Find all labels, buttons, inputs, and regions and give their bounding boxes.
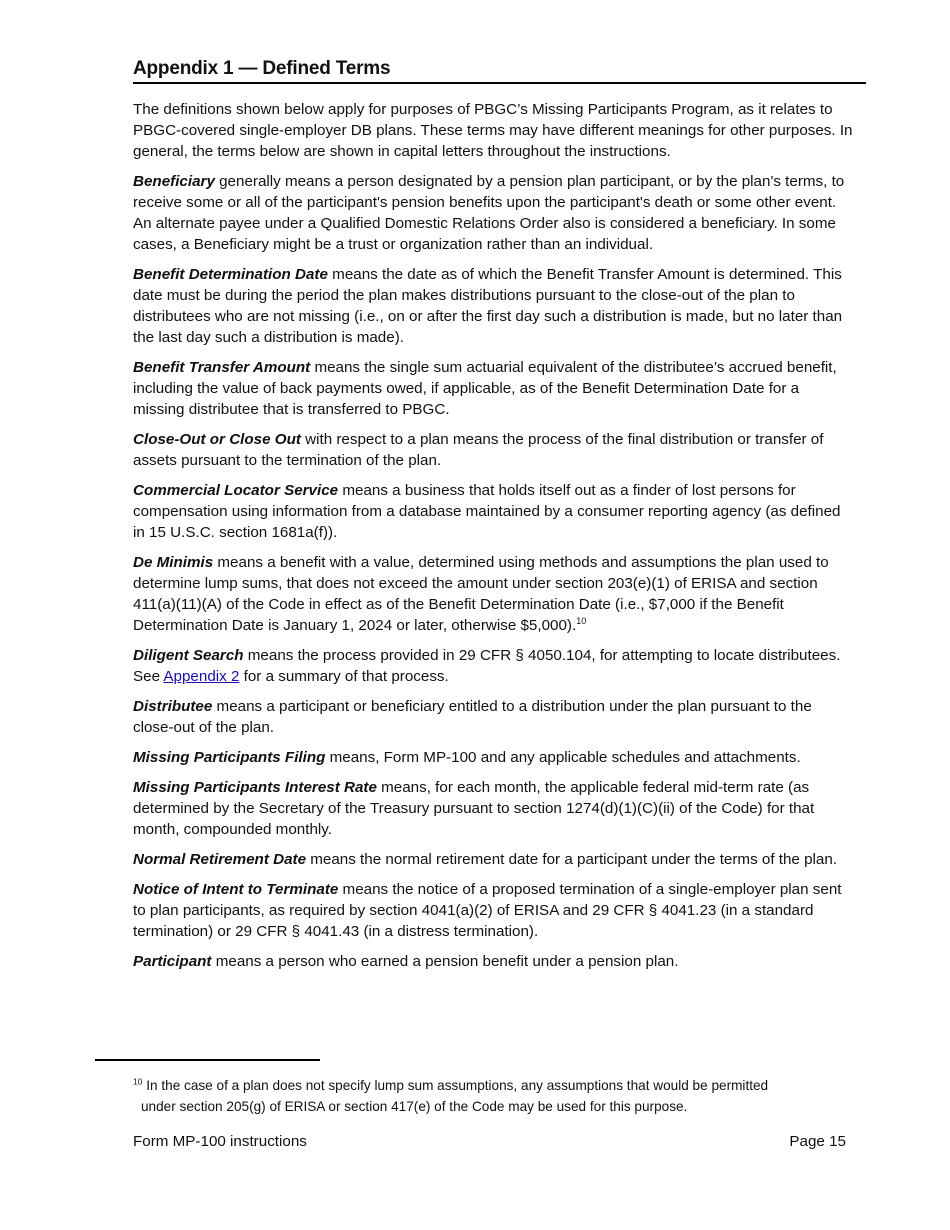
definition-normal-retirement-date <box>133 849 853 870</box>
footnote-text: In the case of a plan does not specify lump sum assumptions, any assumptions that would be permitted <box>142 1078 769 1093</box>
term-text: means the process provided in 29 CFR § 4050.104, for attempting to locate distributees. See <box>133 647 841 685</box>
term-label: Participant <box>133 953 212 970</box>
definition-participant <box>133 951 853 972</box>
definition-beneficiary <box>133 171 853 255</box>
term-label: Commercial Locator Service <box>133 482 339 499</box>
page-title: Appendix 1 — Defined Terms <box>133 58 866 84</box>
definitions-body <box>133 99 853 981</box>
term-text: means the notice of a proposed termination of a single-employer plan sent to plan participants, as required by section 4041(a)(2) of ERISA and 29 CFR § 4041.23 (in a standard termination) or 29 CFR § 4041.43 (in a distress termination). <box>133 881 842 940</box>
definition-commercial-locator-service <box>133 480 853 543</box>
term-text: means a business that holds itself out as a finder of lost persons for compensation using information from a database maintained by a consumer reporting agency (as defined in 15 U.S.C. section 1681a(f)). <box>133 482 841 541</box>
term-text-after: for a summary of that process. <box>239 668 449 685</box>
term-text: with respect to a plan means the process of the final distribution or transfer of assets pursuant to the termination of the plan. <box>133 431 824 469</box>
term-text: means a person who earned a pension benefit under a pension plan. <box>211 953 679 970</box>
footnote-separator <box>95 1059 320 1061</box>
footnote-line-1 <box>133 1075 853 1096</box>
term-label: Distributee <box>133 698 213 715</box>
definition-close-out <box>133 429 853 471</box>
term-label: Missing Participants Filing <box>133 749 326 766</box>
term-label: Benefit Determination Date <box>133 266 328 283</box>
term-label: Missing Participants Interest Rate <box>133 779 377 796</box>
term-text: means, Form MP-100 and any applicable schedules and attachments. <box>325 749 801 766</box>
definition-distributee <box>133 696 853 738</box>
footnote-number: 10 <box>133 1076 143 1087</box>
footer-page-number: Page 15 <box>789 1133 846 1150</box>
term-text: generally means a person designated by a pension plan participant, or by the plan's terms, to receive some or all of the participant's pension benefits upon the participant's death or some other event. An alternate payee under a Qualified Domestic Relations Order also is considered a beneficiary. In some cases, a Beneficiary might be a trust or organization rather than an individual. <box>133 173 845 253</box>
intro-paragraph: The definitions shown below apply for purposes of PBGC’s Missing Participants Program, as it relates to PBGC-covered single-employer DB plans. These terms may have different meanings for other purposes. In general, the terms below are shown in capital letters throughout the instructions. <box>133 101 853 160</box>
term-text: means a participant or beneficiary entitled to a distribution under the plan pursuant to the close-out of the plan. <box>133 698 812 736</box>
term-label: Close-Out or Close Out <box>133 431 301 448</box>
definition-de-minimis <box>133 552 853 636</box>
term-text: means the single sum actuarial equivalent of the distributee’s accrued benefit, including the value of back payments owed, if applicable, as of the Benefit Determination Date for a missing distributee that is transferred to PBGC. <box>133 359 837 418</box>
term-label: Notice of Intent to Terminate <box>133 881 339 898</box>
term-label: Benefit Transfer Amount <box>133 359 311 376</box>
footnote-line-2: under section 205(g) of ERISA or section 417(e) of the Code may be used for this purpose. <box>141 1099 688 1114</box>
definition-missing-participants-filing <box>133 747 853 768</box>
term-text: means, for each month, the applicable federal mid-term rate (as determined by the Secretary of the Treasury pursuant to section 1274(d)(1)(C)(ii) of the Code) for that month, compounded monthly. <box>133 779 815 838</box>
footnote-reference[interactable]: 10 <box>576 615 587 626</box>
appendix-2-link[interactable]: Appendix 2 <box>163 668 240 685</box>
term-label: Beneficiary <box>133 173 215 190</box>
footnote <box>133 1075 853 1117</box>
term-label: Normal Retirement Date <box>133 851 307 868</box>
footer-form-name: Form MP-100 instructions <box>133 1133 307 1150</box>
term-text: means the normal retirement date for a participant under the terms of the plan. <box>306 851 838 868</box>
definition-benefit-determination-date <box>133 264 853 348</box>
term-text: means a benefit with a value, determined using methods and assumptions the plan used to determine lump sums, that does not exceed the amount under section 203(e)(1) of ERISA and section 411(a)(11)(A) of the Code in effect as of the Benefit Determination Date (i.e., $7,000 if the Benefit Determination Date is January 1, 2024 or later, otherwise $5,000). <box>133 554 829 634</box>
definition-diligent-search <box>133 645 853 687</box>
definition-notice-of-intent-to-terminate <box>133 879 853 942</box>
term-label: De Minimis <box>133 554 214 571</box>
definition-missing-participants-interest-rate <box>133 777 853 840</box>
term-text: means the date as of which the Benefit Transfer Amount is determined. This date must be during the period the plan makes distributions pursuant to the close-out of the plan to distributees who are not missing (i.e., on or after the first day such a distribution is made, but no later than the last day such a distribution is made). <box>133 266 843 346</box>
definition-benefit-transfer-amount <box>133 357 853 420</box>
term-label: Diligent Search <box>133 647 244 664</box>
